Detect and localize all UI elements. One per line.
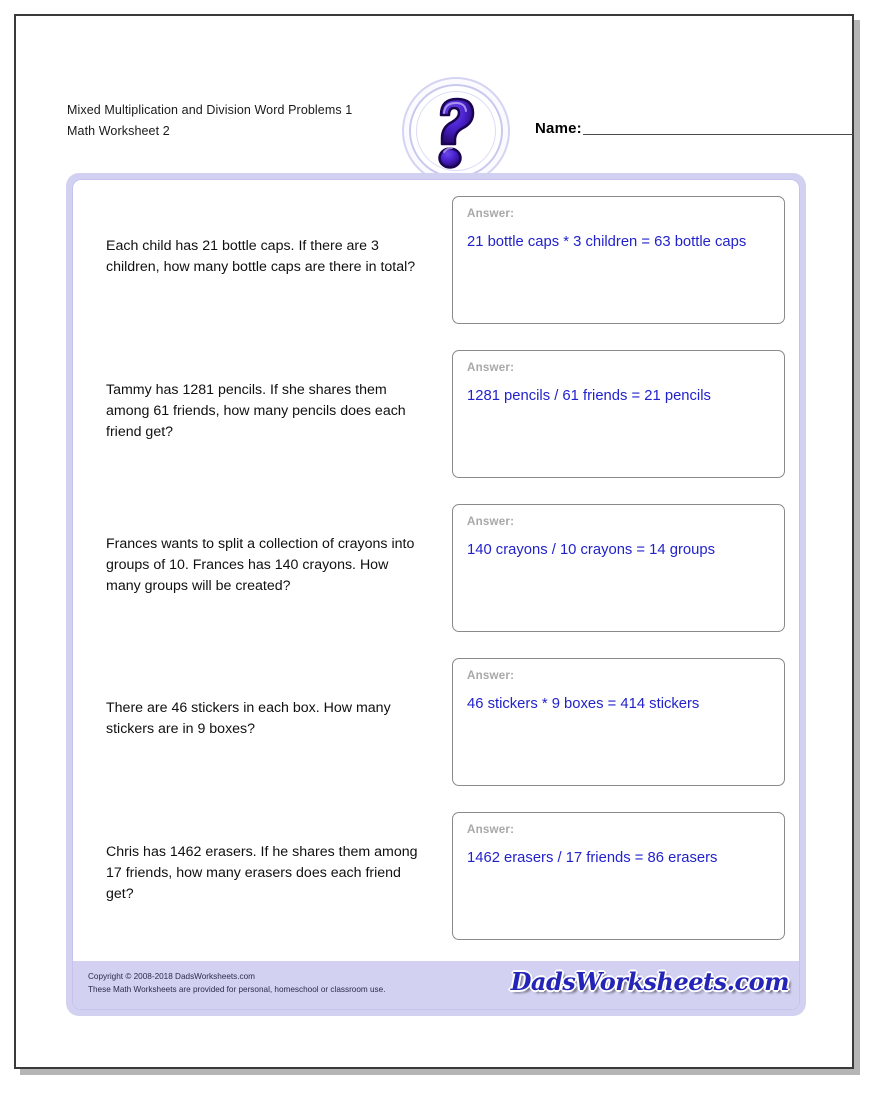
problem-row [73,334,799,488]
problem-question: Chris has 1462 erasers. If he shares them among 17 friends, how many erasers does each friend get? [106,843,418,902]
problem-question: Frances wants to split a collection of crayons into groups of 10. Frances has 140 crayons. How many groups will be created? [106,535,415,594]
footer-copyright [88,970,385,996]
answer-label: Answer: [467,823,515,836]
answer-label: Answer: [467,515,515,528]
copyright-line: Copyright © 2008-2018 DadsWorksheets.com [88,972,255,981]
answer-value: 46 stickers * 9 boxes = 414 stickers [467,696,700,712]
answer-label: Answer: [467,361,515,374]
answer-value: 21 bottle caps * 3 children = 63 bottle caps [467,234,747,250]
name-label: Name: [535,120,582,137]
answer-label: Answer: [467,669,515,682]
problem-row [73,642,799,796]
problem-row [73,180,799,334]
answer-box[interactable] [452,350,785,478]
worksheet-header [16,16,856,164]
answer-label: Answer: [467,207,515,220]
brand-logo[interactable]: DadsWorksheets.com [510,967,789,996]
problems-list [73,180,799,950]
problem-question: Each child has 21 bottle caps. If there are 3 children, how many bottle caps are there in total? [106,238,416,275]
problems-panel-inner [72,179,800,1010]
answer-value: 1281 pencils / 61 friends = 21 pencils [467,388,711,404]
answer-box[interactable] [452,196,785,324]
name-field[interactable] [535,120,853,138]
worksheet-page [14,14,854,1069]
answer-value: 1462 erasers / 17 friends = 86 erasers [467,850,718,866]
problems-panel [66,173,806,1016]
problem-question: There are 46 stickers in each box. How many stickers are in 9 boxes? [106,700,391,737]
question-mark-icon [402,77,510,185]
title-line-2: Math Worksheet 2 [67,124,170,138]
answer-box[interactable] [452,504,785,632]
title-line-1: Mixed Multiplication and Division Word Problems 1 [67,103,353,117]
problem-row [73,488,799,642]
name-input-line[interactable] [583,134,853,135]
usage-line: These Math Worksheets are provided for personal, homeschool or classroom use. [88,985,386,994]
answer-box[interactable] [452,812,785,940]
problem-question: Tammy has 1281 pencils. If she shares them among 61 friends, how many pencils does each friend get? [106,381,406,440]
answer-value: 140 crayons / 10 crayons = 14 groups [467,542,715,558]
answer-box[interactable] [452,658,785,786]
page-title [67,100,397,142]
question-mark-glyph [402,77,510,185]
footer-bar [73,961,799,1009]
problem-row [73,796,799,950]
